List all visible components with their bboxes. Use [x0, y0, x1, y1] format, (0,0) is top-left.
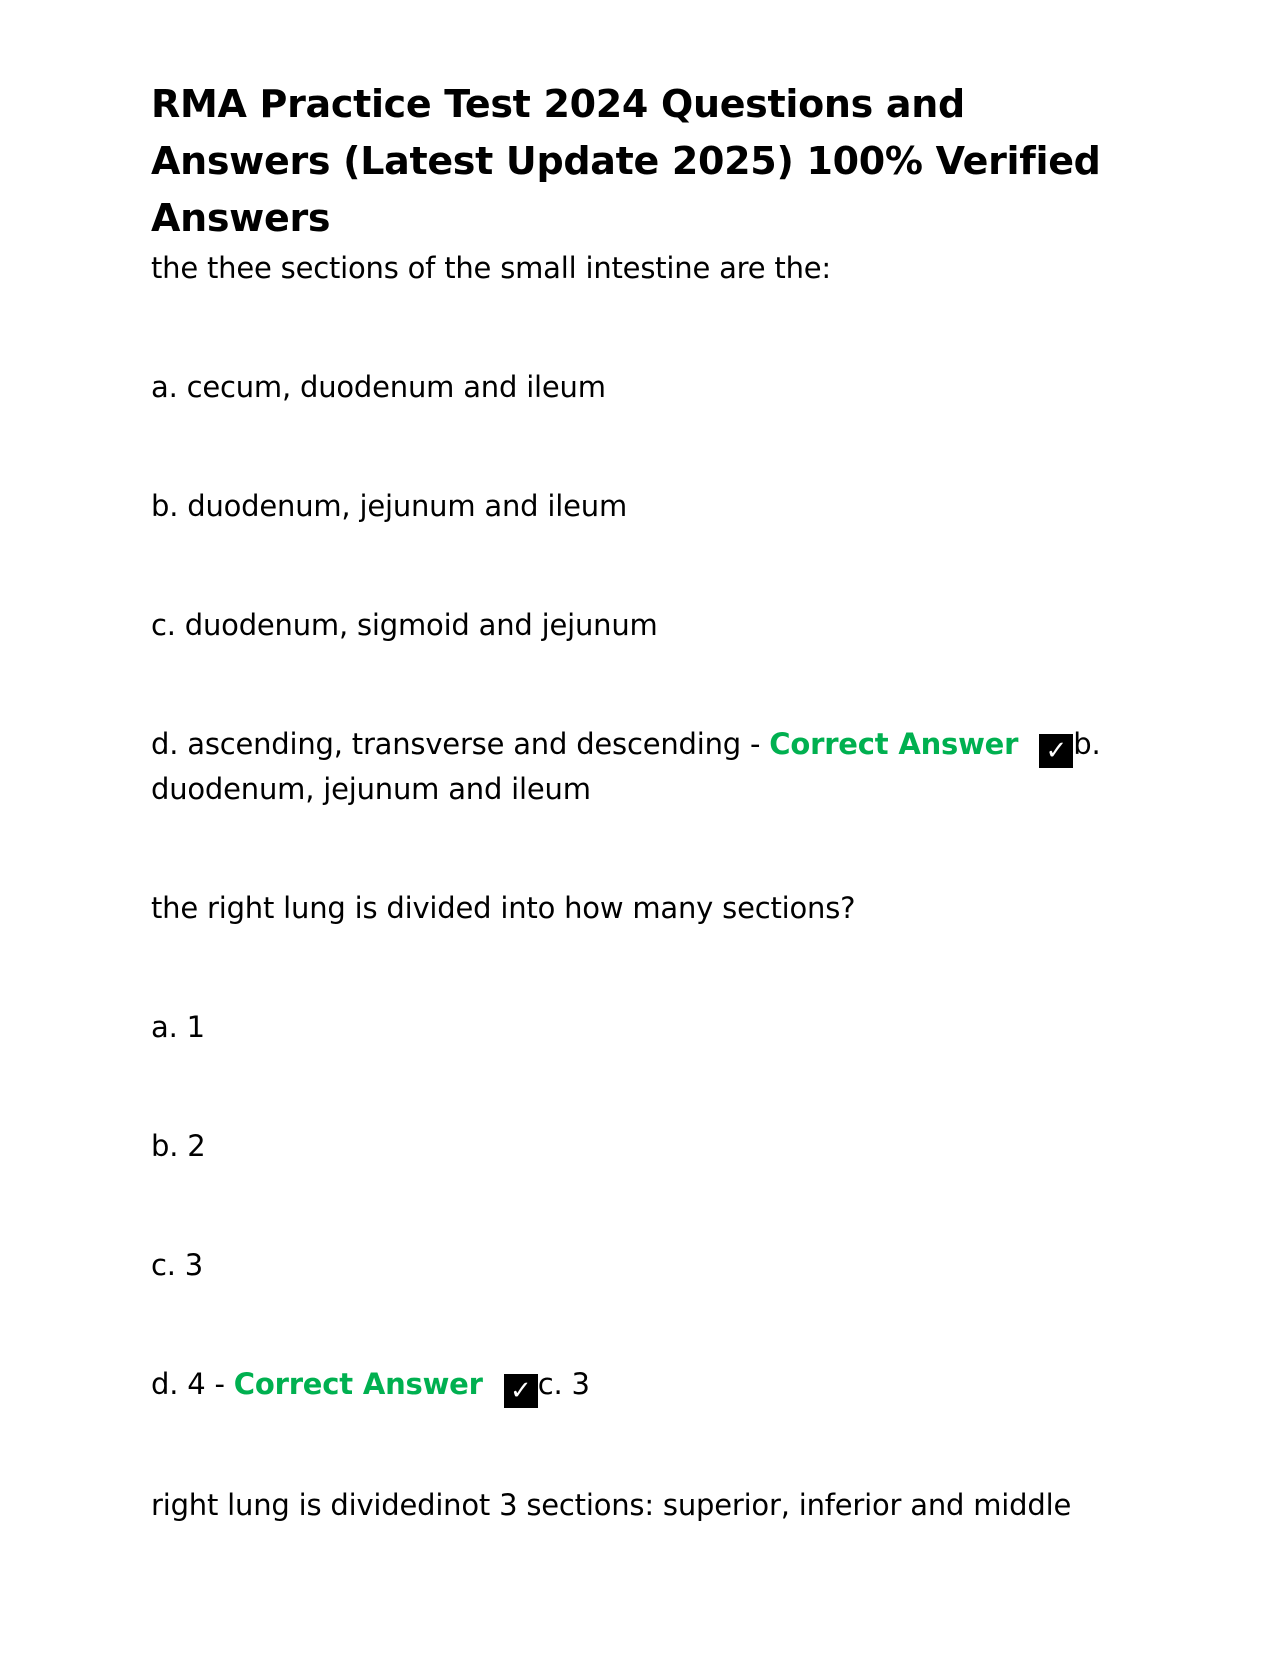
question-1-option-c: c. duodenum, sigmoid and jejunum — [151, 608, 658, 642]
question-1-answer: b. duodenum, jejunum and ileum — [151, 727, 1101, 806]
question-2-correct-answer-label: Correct Answer — [233, 1367, 483, 1401]
question-2-option-d: d. 4 - — [151, 1367, 234, 1401]
question-1-correct-answer-label: Correct Answer — [769, 727, 1019, 761]
question-2-option-c: c. 3 — [151, 1248, 204, 1282]
document-page — [151, 76, 1141, 1527]
document-title: RMA Practice Test 2024 Questions and Answers (Latest Update 2025) 100% Verified Answers — [151, 82, 1101, 240]
question-2-option-b: b. 2 — [151, 1129, 206, 1163]
question-1-option-d-with-answer — [151, 723, 1141, 811]
question-2-prompt: the right lung is divided into how many sections? — [151, 891, 856, 925]
question-1-prompt: the thee sections of the small intestine are the: — [151, 251, 831, 285]
question-1-option-a: a. cecum, duodenum and ileum — [151, 370, 606, 404]
checkmark-icon: ✓ — [504, 1374, 538, 1408]
question-2-explanation: right lung is dividedinot 3 sections: superior, inferior and middle — [151, 1488, 1072, 1522]
question-2-answer: c. 3 — [537, 1367, 590, 1401]
checkmark-icon: ✓ — [1039, 734, 1073, 768]
question-1-option-b: b. duodenum, jejunum and ileum — [151, 489, 627, 523]
question-2-option-a: a. 1 — [151, 1010, 205, 1044]
question-2-option-d-with-answer — [151, 1363, 1141, 1408]
question-1-option-d: d. ascending, transverse and descending - — [151, 727, 770, 761]
